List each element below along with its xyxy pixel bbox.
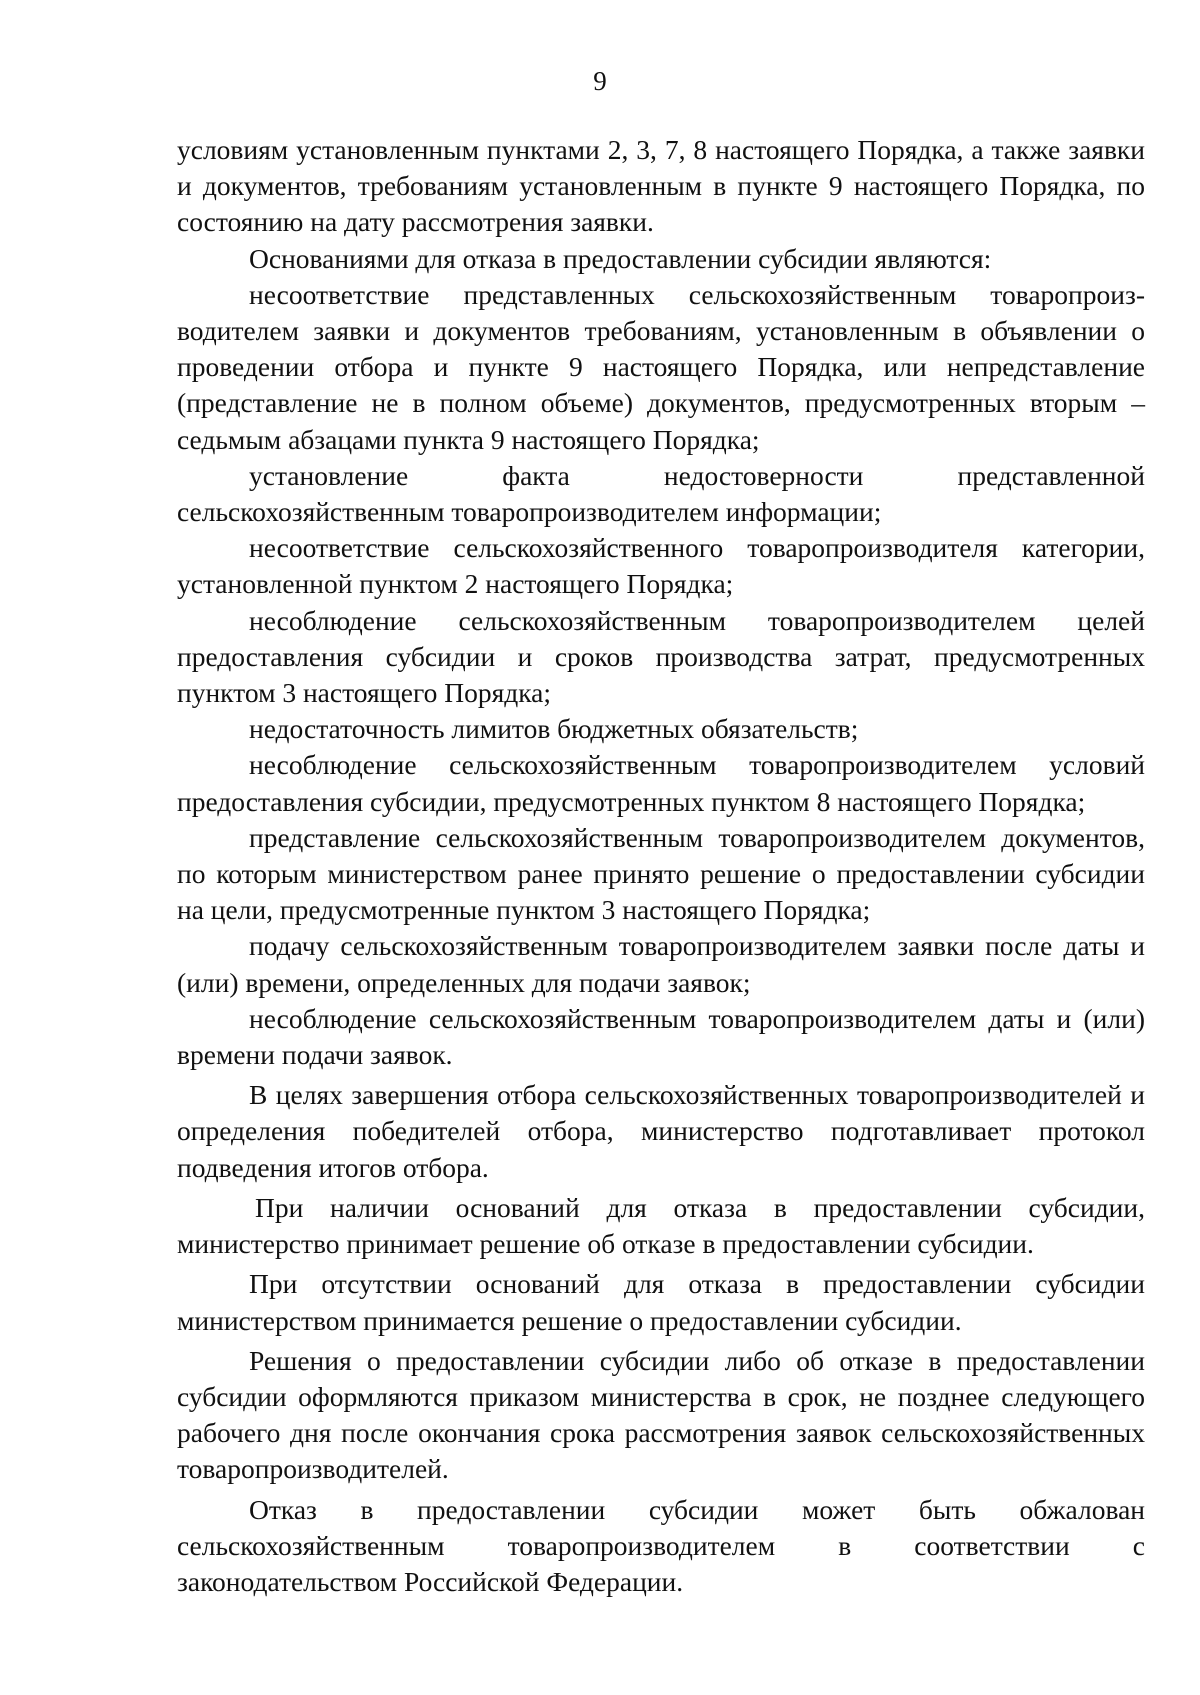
paragraph-continuation: условиям установленным пунктами 2, 3, 7, 8 настоящего Порядка, а также заявки и документов, требованиям установленным в пункте 9 настоящего Порядка, по состоянию на дату рассмотрения заявки. xyxy=(177,134,1145,238)
paragraph-ground-8: подачу сельскохозяйственным товаропроизводителем заявки после даты и (или) времени, определенных для подачи заявок; xyxy=(177,930,1145,998)
paragraph-grant-decision: При отсутствии оснований для отказа в предоставлении субсидии министерством принимается решение о предоставлении субсидии. xyxy=(177,1268,1145,1336)
paragraph-ground-5: недостаточность лимитов бюджетных обязательств; xyxy=(249,713,859,745)
paragraph-appeal: Отказ в предоставлении субсидии может быть обжалован сельскохозяйственным товаропроизводителем в соответствии с законодательством Российской Федерации. xyxy=(177,1493,1145,1597)
paragraph-refusal-decision: При наличии оснований для отказа в предоставлении субсидии, министерство принимает решение об отказе в предоставлении субсидии. xyxy=(177,1191,1145,1260)
paragraph-ground-2: установление факта недостоверности представленной сельскохозяйственным товаропроизводителем информации; xyxy=(177,459,1145,528)
paragraph-ground-9: несоблюдение сельскохозяйственным товаропроизводителем даты и (или) времени подачи заявок. xyxy=(177,1002,1145,1071)
page-number: 9 xyxy=(593,66,607,96)
paragraph-ground-6: несоблюдение сельскохозяйственным товаропроизводителем условий предоставления субсидии, предусмотренных пунктом 8 настоящего Порядка; xyxy=(177,749,1145,817)
paragraph-ground-4: несоблюдение сельскохозяйственным товаропроизводителем целей предоставления субсидии и сроков производства затрат, предусмотренных пунктом 3 настоящего Порядка; xyxy=(177,604,1145,709)
paragraph-ground-7: представление сельскохозяйственным товаропроизводителем документов, по которым министерством ранее принято решение о предоставлении субсидии на цели, предусмотренные пунктом 3 настоящего Порядка; xyxy=(177,821,1145,926)
paragraph-ground-1: несоответствие представленных сельскохозяйственным товаропроизводителем заявки и документов требованиям, установленным в объявлении о проведении отбора и пункте 9 настоящего Порядка, или непредставление (представление не в полном объеме) документов, предусмотренных вторым – седьмым абзацами пункта 9 настоящего Порядка; xyxy=(177,278,1145,455)
paragraph-grounds-intro: Основаниями для отказа в предоставлении субсидии являются: xyxy=(249,242,992,274)
paragraph-protocol: В целях завершения отбора сельскохозяйственных товаропроизводителей и определения победителей отбора, министерство подготавливает протокол подведения итогов отбора. xyxy=(177,1079,1145,1183)
paragraph-decision-order: Решения о предоставлении субсидии либо об отказе в предоставлении субсидии оформляются приказом министерства в срок, не позднее следующего рабочего дня после окончания срока рассмотрения заявок сельскохозяйственных товаропроизводителей. xyxy=(177,1344,1145,1485)
paragraph-ground-3: несоответствие сельскохозяйственного товаропроизводителя категории, установленной пунктом 2 настоящего Порядка; xyxy=(177,532,1145,600)
document-body xyxy=(177,132,1145,1600)
